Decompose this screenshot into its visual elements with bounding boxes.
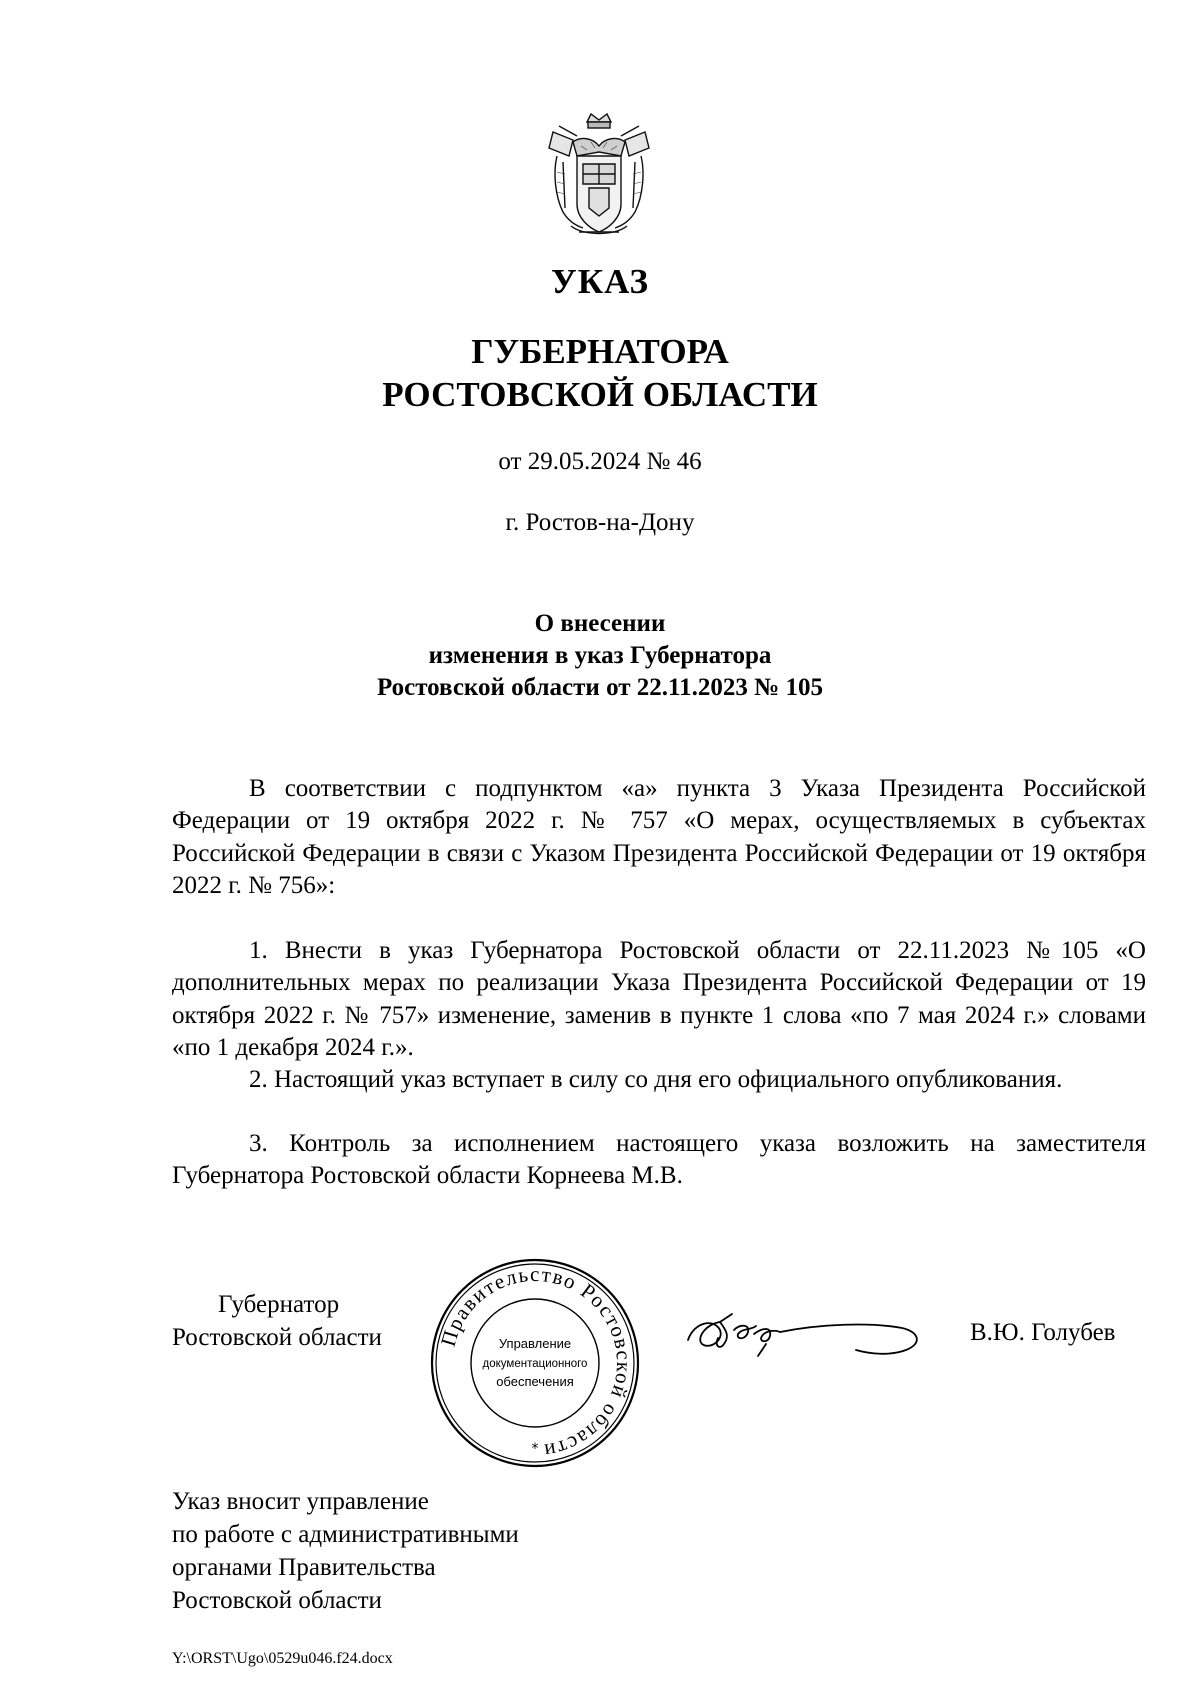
document-subject — [0, 608, 1200, 704]
submitting-department-line2: по работе с административными — [172, 1521, 519, 1548]
coat-of-arms-icon — [543, 112, 655, 240]
seal-star-icon: * — [531, 1441, 539, 1457]
round-seal-icon — [429, 1257, 641, 1469]
clause-3: 3. Контроль за исполнением настоящего указа возложить на заместителя Губернатора Ростовской области Корнеева М.В. — [172, 1130, 1146, 1190]
issuer-title-line2: РОСТОВСКОЙ ОБЛАСТИ — [382, 375, 818, 414]
subject-line1: О внесении — [534, 610, 666, 637]
clause-2: 2. Настоящий указ вступает в силу со дня его официального опубликования. — [249, 1066, 1063, 1093]
file-path: Y:\ORST\Ugo\0529u046.f24.docx — [172, 1650, 393, 1667]
submitting-department-line3: органами Правительства — [172, 1554, 436, 1581]
preamble-paragraph: В соответствии с подпунктом «а» пункта 3 Указа Президента Российской Федерации от 19 октября 2022 г. № 757 «О мерах, осуществляемых в субъектах Российской Федерации в связи с Указом Президента Российской Федерации от 19 октября 2022 г. № 756»: — [172, 775, 1146, 899]
subject-line2: изменения в указ Губернатора — [428, 642, 772, 669]
signatory-position-line2: Ростовской области — [172, 1324, 382, 1351]
seal-outer-text: Правительство Ростовской области — [435, 1261, 637, 1464]
handwritten-signature-icon — [680, 1300, 930, 1370]
seal-inner-line3: обеспечения — [496, 1374, 574, 1389]
signatory-position — [172, 1288, 382, 1354]
submitting-department-line4: Ростовской области — [172, 1587, 382, 1614]
signatory-position-line1: Губернатор — [218, 1291, 340, 1318]
subject-line3: Ростовской области от 22.11.2023 № 105 — [376, 674, 824, 701]
city: г. Ростов-на-Дону — [505, 509, 695, 536]
clause-1: 1. Внести в указ Губернатора Ростовской области от 22.11.2023 №105 «О дополнительных мерах по реализации Указа Президента Российской Федерации от 19 октября 2022 г. № 757» изменение, заменив в пункте 1 слова «по 7 мая 2024 г.» словами «по 1 декабря 2024 г.». — [172, 937, 1146, 1061]
issuer-title — [0, 330, 1200, 416]
seal-inner-line1: Управление — [498, 1336, 572, 1351]
date-and-number: от 29.05.2024 № 46 — [498, 448, 702, 475]
document-type-title: УКАЗ — [551, 262, 649, 301]
submitting-department-line1: Указ вносит управление — [172, 1488, 429, 1515]
seal-inner-line2: документационного — [482, 1358, 588, 1370]
signatory-name: В.Ю. Голубев — [970, 1319, 1116, 1346]
issuer-title-line1: ГУБЕРНАТОРА — [471, 332, 729, 371]
submitting-department — [172, 1485, 519, 1617]
